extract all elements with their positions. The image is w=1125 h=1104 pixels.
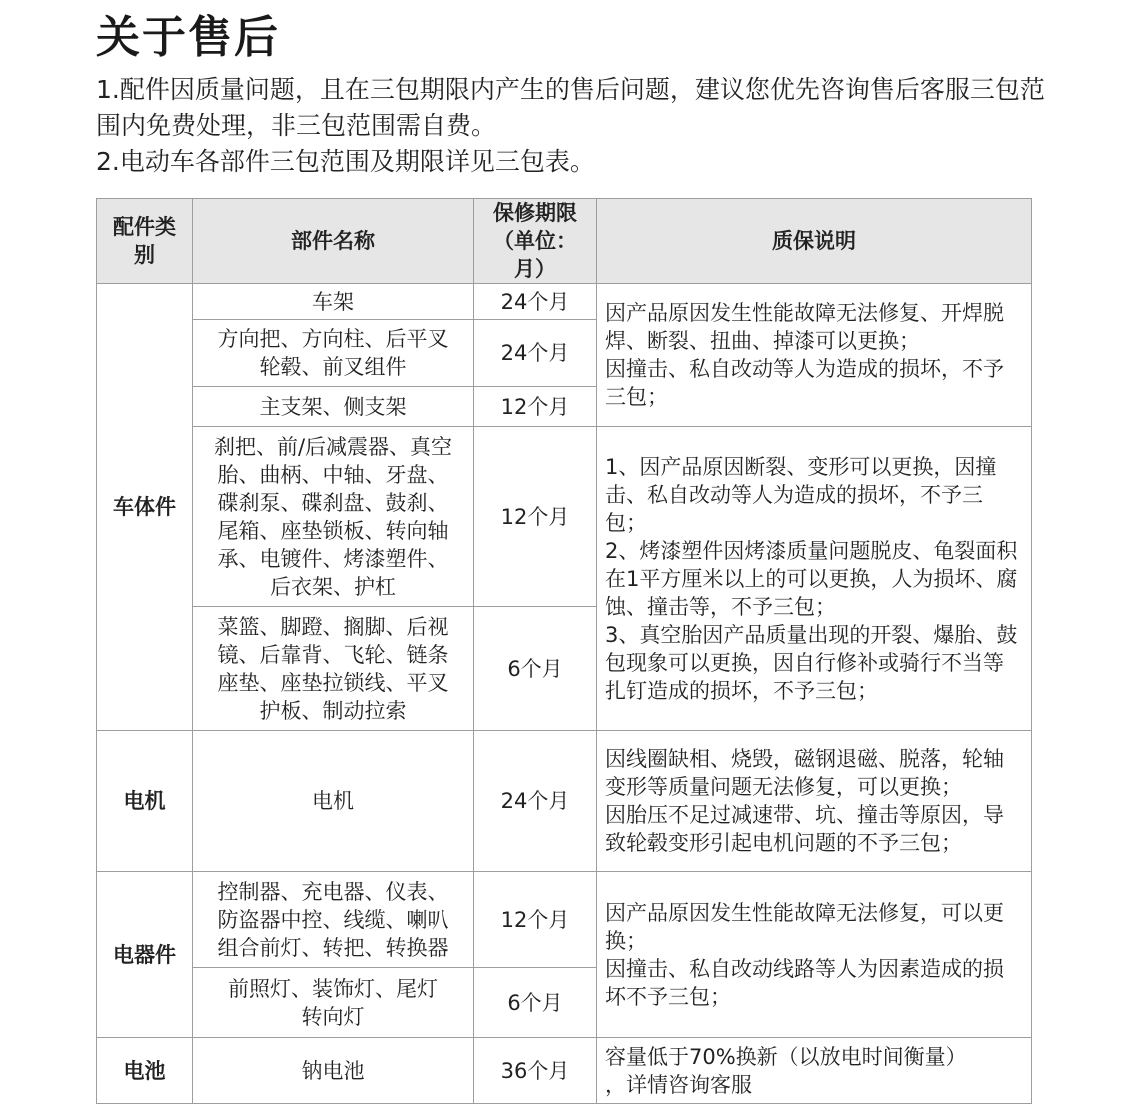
period-cell: 24个月	[474, 731, 597, 872]
header-desc: 质保说明	[597, 199, 1032, 284]
category-cell-motor: 电机	[97, 731, 193, 872]
table-row	[97, 872, 1032, 968]
desc-cell-body-parts: 1、因产品原因断裂、变形可以更换，因撞击、私自改动等人为造成的损坏，不予三包； 2、烤漆塑件因烤漆质量问题脱皮、龟裂面积在1平方厘米以上的可以更换，人为损坏、腐蚀、撞击等，不予三包； 3、真空胎因产品质量出现的开裂、爆胎、鼓包现象可以更换，因自行修补或骑行不当等扎钉造成的损坏，不予三包；	[597, 427, 1032, 731]
period-cell: 6个月	[474, 607, 597, 731]
period-cell: 12个月	[474, 427, 597, 607]
desc-cell-electrical: 因产品原因发生性能故障无法修复，可以更换； 因撞击、私自改动线路等人为因素造成的损坏不予三包；	[597, 872, 1032, 1038]
part-cell: 刹把、前/后减震器、真空 胎、曲柄、中轴、牙盘、 碟刹泵、碟刹盘、鼓刹、 尾箱、座垫锁板、转向轴 承、电镀件、烤漆塑件、 后衣架、护杠	[193, 427, 474, 607]
period-cell: 12个月	[474, 872, 597, 968]
part-cell: 菜篮、脚蹬、搁脚、后视 镜、后靠背、飞轮、链条 座垫、座垫拉锁线、平叉 护板、制动拉索	[193, 607, 474, 731]
part-cell: 主支架、侧支架	[193, 387, 474, 427]
part-cell: 车架	[193, 284, 474, 320]
part-cell: 控制器、充电器、仪表、 防盗器中控、线缆、喇叭 组合前灯、转把、转换器	[193, 872, 474, 968]
period-cell: 6个月	[474, 968, 597, 1038]
part-cell: 前照灯、装饰灯、尾灯 转向灯	[193, 968, 474, 1038]
intro-note-1: 1.配件因质量问题，且在三包期限内产生的售后问题，建议您优先咨询售后客服三包范围内免费处理，非三包范围需自费。	[96, 75, 1045, 140]
desc-cell-motor: 因线圈缺相、烧毁，磁钢退磁、脱落，轮轴变形等质量问题无法修复，可以更换； 因胎压不足过减速带、坑、撞击等原因，导致轮毂变形引起电机问题的不予三包；	[597, 731, 1032, 872]
page-title: 关于售后	[96, 12, 280, 63]
header-period	[474, 199, 597, 284]
warranty-table	[96, 198, 1032, 1104]
period-cell: 12个月	[474, 387, 597, 427]
table-row	[97, 731, 1032, 872]
part-cell: 方向把、方向柱、后平叉 轮毂、前叉组件	[193, 320, 474, 387]
header-category: 配件类别	[97, 199, 193, 284]
header-period-line1: 保修期限	[493, 201, 577, 225]
desc-cell-body-frame: 因产品原因发生性能故障无法修复、开焊脱焊、断裂、扭曲、掉漆可以更换； 因撞击、私自改动等人为造成的损坏，不予三包；	[597, 284, 1032, 427]
desc-cell-battery: 容量低于70%换新（以放电时间衡量） ，详情咨询客服	[597, 1038, 1032, 1104]
category-cell-battery: 电池	[97, 1038, 193, 1104]
header-row	[97, 199, 1032, 284]
intro-note-2: 2.电动车各部件三包范围及期限详见三包表。	[96, 147, 595, 176]
period-cell: 24个月	[474, 320, 597, 387]
header-period-line2: （单位：月）	[493, 229, 577, 281]
intro-notes	[96, 72, 1056, 180]
part-cell: 钠电池	[193, 1038, 474, 1104]
period-cell: 24个月	[474, 284, 597, 320]
period-cell: 36个月	[474, 1038, 597, 1104]
table-row	[97, 1038, 1032, 1104]
header-part: 部件名称	[193, 199, 474, 284]
table-row	[97, 284, 1032, 320]
part-cell: 电机	[193, 731, 474, 872]
category-cell-body: 车体件	[97, 284, 193, 731]
category-cell-electrical: 电器件	[97, 872, 193, 1038]
table-row	[97, 427, 1032, 607]
